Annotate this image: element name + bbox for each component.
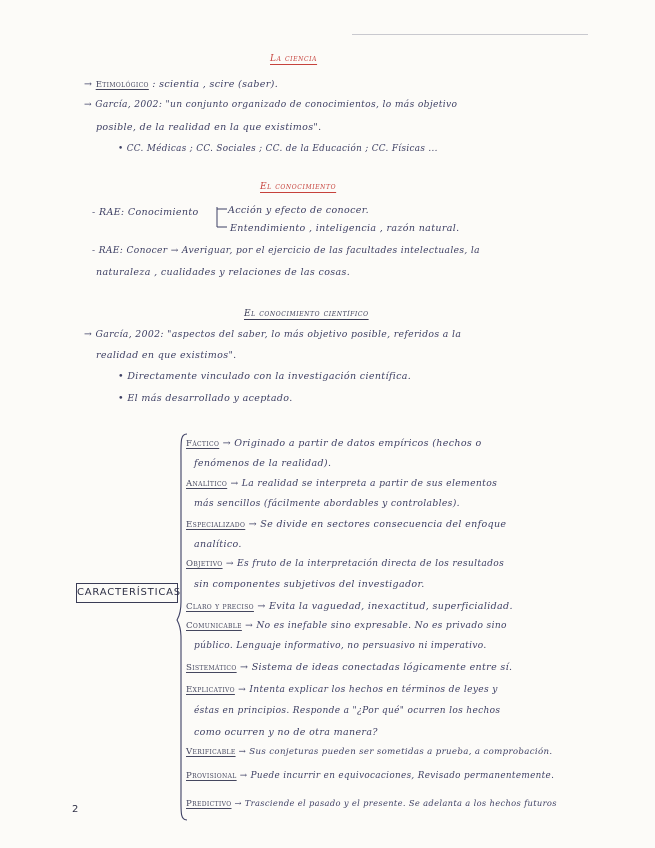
conocimiento-branch-1: Acción y efecto de conocer. [228, 205, 369, 216]
item-text: → Sus conjeturas pueden ser sometidas a prueba, a comprobación. [238, 747, 553, 757]
term-label: Claro y preciso [186, 602, 254, 612]
arrow-mark: → [84, 329, 93, 340]
term-label: Predictivo [186, 799, 232, 809]
item-text: → Se divide en sectores consecuencia del enfoque [248, 519, 507, 530]
line-text: García, 2002: "un conjunto organizado de conocimientos, lo más objetivo [95, 100, 458, 110]
bullet-mark: • [118, 144, 124, 154]
item-text: → Puede incurrir en equivocaciones, Revisado permanentemente. [239, 771, 555, 781]
cientifico-line-1 [84, 328, 461, 341]
conocimiento-branch-2: Entendimiento , inteligencia , razón natural. [230, 223, 460, 234]
bullet-mark: • [118, 371, 124, 382]
caracteristica-sistematico [186, 661, 512, 675]
caracteristica-comunicable-cont: público. Lenguaje informativo, no persuasivo ni imperativo. [194, 641, 487, 651]
line-text: Directamente vinculado con la investigación científica. [127, 371, 412, 382]
term-label: Fáctico [186, 439, 220, 449]
caracteristica-predictivo [186, 797, 557, 811]
conocimiento-line-2 [92, 245, 480, 258]
caracteristica-analitico-cont: más sencillos (fácilmente abordables y controlables). [194, 498, 460, 509]
line-text: García, 2002: "aspectos del saber, lo más objetivo posible, referidos a la [95, 329, 462, 340]
caracteristica-claro-preciso [186, 600, 513, 614]
item-text: → Es fruto de la interpretación directa de los resultados [225, 559, 505, 569]
section-title-cientifico: El conocimiento científico [244, 309, 369, 319]
ciencia-line-1 [84, 78, 278, 92]
line-text: El más desarrollado y aceptado. [127, 393, 293, 404]
ciencia-line-4 [118, 143, 438, 156]
item-text: → La realidad se interpreta a partir de sus elementos [230, 478, 498, 489]
caracteristicas-box: CARACTERÍSTICAS [76, 583, 178, 603]
caracteristica-objetivo [186, 558, 504, 571]
dash-mark: - [92, 246, 96, 256]
item-text: → No es inefable sino expresable. No es privado sino [245, 621, 507, 631]
cientifico-line-2: realidad en que existimos". [96, 350, 237, 361]
caracteristica-explicativo [186, 684, 498, 697]
ciencia-line-3: posible, de la realidad en la que existimos". [96, 122, 322, 133]
branch-bracket-icon [213, 203, 229, 231]
term-label: Comunicable [186, 621, 242, 631]
caracteristica-factico [186, 437, 482, 451]
item-text: → Originado a partir de datos empíricos (hechos o [222, 438, 482, 449]
caracteristica-objetivo-cont: sin componentes subjetivos del investigador. [194, 579, 425, 590]
term-label: Verificable [186, 747, 236, 757]
item-text: → Trasciende el pasado y el presente. Se adelanta a los hechos futuros [234, 798, 557, 808]
caracteristica-especializado-cont: analítico. [194, 539, 242, 550]
term-label: Explicativo [186, 685, 235, 695]
caracteristica-comunicable [186, 620, 507, 633]
caracteristica-explicativo-cont-2: como ocurren y no de otra manera? [194, 727, 378, 738]
caracteristica-analitico [186, 477, 497, 491]
arrow-mark: → [84, 79, 93, 90]
line-text: CC. Médicas ; CC. Sociales ; CC. de la Educación ; CC. Físicas ... [126, 144, 438, 154]
page-top-rule [352, 34, 588, 35]
line-text: RAE: Conocer → Averiguar, por el ejercicio de las facultades intelectuales, la [98, 246, 480, 256]
caracteristica-verificable [186, 746, 553, 759]
section-title-conocimiento: El conocimiento [260, 182, 337, 192]
cientifico-line-3 [118, 370, 411, 383]
caracteristica-especializado [186, 518, 506, 532]
caracteristica-factico-cont: fenómenos de la realidad). [194, 458, 332, 469]
arrow-mark: → [84, 100, 92, 110]
term-label: Provisional [186, 771, 237, 781]
conocimiento-line-1 [92, 206, 199, 219]
section-title-ciencia: La ciencia [270, 54, 318, 64]
line-text: RAE: Conocimiento [98, 207, 199, 218]
caracteristica-explicativo-cont-1: éstas en principios. Responde a "¿Por qué" ocurren los hechos [194, 706, 501, 716]
item-text: → Sistema de ideas conectadas lógicamente entre sí. [240, 662, 513, 673]
page-number: 2 [72, 804, 79, 815]
line-text: : scientia , scire (saber). [152, 79, 279, 90]
item-text: → Evita la vaguedad, inexactitud, superficialidad. [257, 601, 513, 612]
ciencia-line-2 [84, 99, 457, 112]
term-label: Sistemático [186, 663, 237, 673]
term-label: Especializado [186, 520, 246, 530]
cientifico-line-4 [118, 392, 293, 405]
term-label: Analítico [186, 479, 228, 489]
term-etimologico: Etimológico [95, 80, 149, 90]
conocimiento-line-3: naturaleza , cualidades y relaciones de las cosas. [96, 267, 351, 278]
term-label: Objetivo [186, 559, 223, 569]
caracteristica-provisional [186, 770, 554, 783]
dash-mark: - [92, 207, 96, 218]
bullet-mark: • [118, 393, 124, 404]
item-text: → Intenta explicar los hechos en términos de leyes y [238, 685, 498, 695]
